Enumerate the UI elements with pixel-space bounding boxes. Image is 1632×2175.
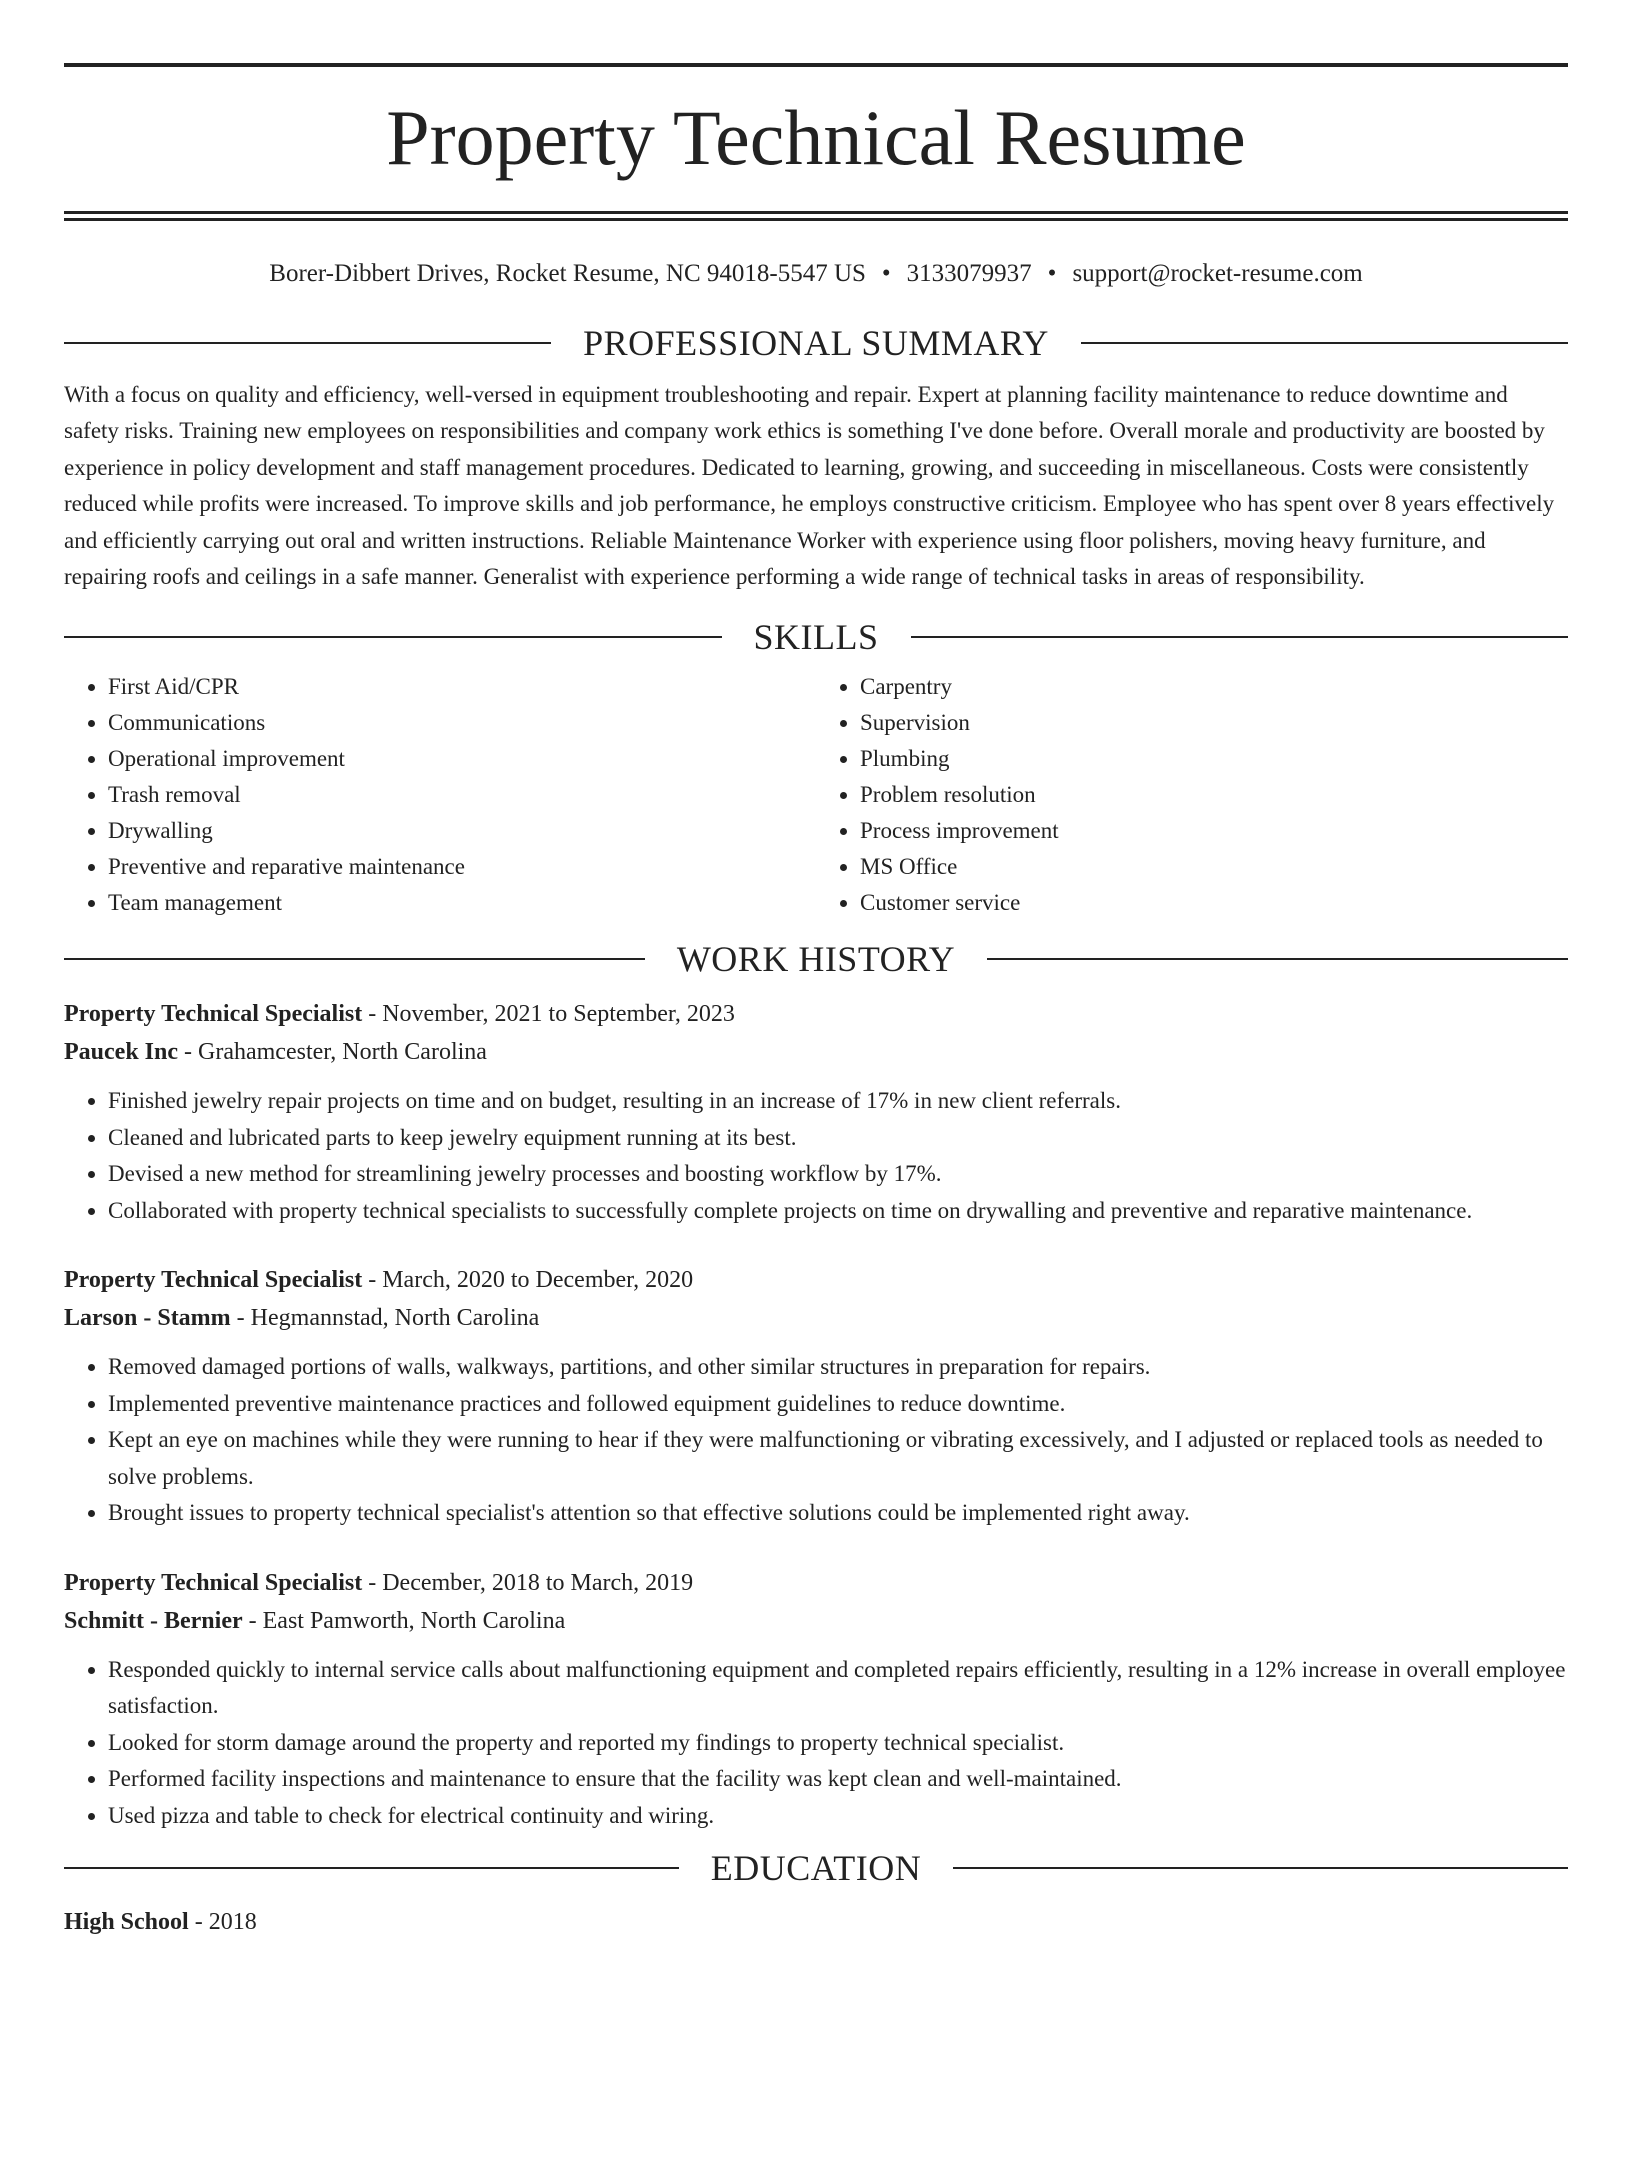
education-dash: - (188, 1909, 209, 1936)
summary-text: With a focus on quality and efficiency, well-versed in equipment troubleshooting and repair. Expert at planning facility maintenance to reduce downtime and safety risks. Training new employees on responsibilities and company work ethics is something I've done before. Overall morale and productivity are boosted by experience in policy development and staff management procedures. Dedicated to learning, growing, and succeeding in miscellaneous. Costs were consistently reduced while profits were increased. To improve skills and job performance, he employs constructive criticism. Employee who has spent over 8 years effectively and efficiently carrying out oral and written instructions. Reliable Maintenance Worker with experience using floor polishers, moving heavy furniture, and repairing roofs and ceilings in a safe manner. Generalist with experience performing a wide range of technical tasks in areas of responsibility. (64, 382, 1555, 590)
skill-item: • Problem resolution (860, 777, 1568, 813)
job-bullet: • Responded quickly to internal service calls about malfunctioning equipment and completed repairs efficiently, resulting in a 12% increase in overall employee satisfaction. (108, 1652, 1568, 1725)
contact-address: Borer-Dibbert Drives, Rocket Resume, NC 94018-5547 US (269, 260, 866, 287)
education-year: 2018 (208, 1909, 257, 1936)
skill-item: • Trash removal (108, 777, 816, 813)
contact-email: support@rocket-resume.com (1072, 260, 1363, 287)
work-heading-label: WORK HISTORY (676, 939, 956, 980)
job-dash: - (362, 1569, 383, 1596)
skill-item: • Carpentry (860, 669, 1568, 705)
skills-heading-label: SKILLS (753, 617, 879, 658)
job-title: Property Technical Specialist (64, 1001, 363, 1028)
heading-rule-right (1081, 342, 1568, 344)
job-title-line (64, 1261, 1568, 1299)
job-company-line (64, 1602, 1568, 1640)
job-dash: - (230, 1305, 251, 1332)
skill-item: • First Aid/CPR (108, 669, 816, 705)
contact-separator: • (1047, 260, 1057, 287)
heading-rule-right (953, 1867, 1568, 1869)
job-dates: December, 2018 to March, 2019 (382, 1569, 694, 1596)
job-bullets (64, 1652, 1568, 1835)
job-bullet: • Finished jewelry repair projects on time and on budget, resulting in an increase of 17% in new client referrals. (108, 1083, 1568, 1120)
skill-item: • Drywalling (108, 813, 816, 849)
job-bullet: • Performed facility inspections and maintenance to ensure that the facility was kept clean and well-maintained. (108, 1761, 1568, 1798)
job-location: Grahamcester, North Carolina (198, 1039, 487, 1066)
job-bullet: • Used pizza and table to check for electrical continuity and wiring. (108, 1798, 1568, 1835)
education-heading-label: EDUCATION (710, 1848, 922, 1889)
summary-heading (64, 323, 1568, 363)
job-location: East Pamworth, North Carolina (262, 1607, 566, 1634)
job-title: Property Technical Specialist (64, 1569, 363, 1596)
job-bullet: • Looked for storm damage around the property and reported my findings to property technical specialist. (108, 1725, 1568, 1762)
job-entry (64, 1261, 1568, 1532)
skills-heading (64, 617, 1568, 657)
job-title-line (64, 995, 1568, 1033)
job-bullets (64, 1349, 1568, 1532)
skill-item: • Customer service (860, 885, 1568, 921)
job-bullets (64, 1083, 1568, 1229)
contact-line (64, 259, 1568, 289)
top-rule (64, 63, 1568, 67)
job-title: Property Technical Specialist (64, 1267, 363, 1294)
job-bullet: • Kept an eye on machines while they were running to hear if they were malfunctioning or vibrating excessively, and I adjusted or replaced tools as needed to solve problems. (108, 1422, 1568, 1495)
contact-separator: • (881, 260, 891, 287)
skills-list (64, 669, 1568, 921)
skill-item: • Preventive and reparative maintenance (108, 849, 816, 885)
education-degree: High School (64, 1909, 189, 1936)
job-company-line (64, 1033, 1568, 1071)
job-dates: November, 2021 to September, 2023 (382, 1001, 735, 1028)
job-company: Schmitt - Bernier (64, 1607, 243, 1634)
job-bullet: • Cleaned and lubricated parts to keep jewelry equipment running at its best. (108, 1120, 1568, 1157)
job-company: Larson - Stamm (64, 1305, 231, 1332)
job-title-line (64, 1564, 1568, 1602)
job-bullet: • Collaborated with property technical specialists to successfully complete projects on time on drywalling and preventive and reparative maintenance. (108, 1193, 1568, 1230)
skill-item: • Team management (108, 885, 816, 921)
job-location: Hegmannstad, North Carolina (250, 1305, 540, 1332)
job-company: Paucek Inc (64, 1039, 178, 1066)
title-double-rule (64, 211, 1568, 221)
skills-column-right (816, 669, 1568, 921)
job-dash: - (362, 1267, 383, 1294)
job-entry (64, 1564, 1568, 1835)
heading-rule-right (987, 958, 1568, 960)
skills-column-left (64, 669, 816, 921)
summary-heading-label: PROFESSIONAL SUMMARY (583, 323, 1049, 363)
heading-rule-left (64, 636, 722, 638)
job-entry (64, 995, 1568, 1229)
resume-page (0, 63, 1632, 2175)
skill-item: • Plumbing (860, 741, 1568, 777)
education-entry (64, 1904, 1568, 1940)
education-heading (64, 1848, 1568, 1888)
job-bullet: • Implemented preventive maintenance practices and followed equipment guidelines to reduce downtime. (108, 1386, 1568, 1423)
job-dash: - (242, 1607, 263, 1634)
skill-item: • MS Office (860, 849, 1568, 885)
job-dates: March, 2020 to December, 2020 (382, 1267, 694, 1294)
resume-title: Property Technical Resume (386, 94, 1246, 181)
skill-item: • Operational improvement (108, 741, 816, 777)
contact-phone: 3133079937 (906, 260, 1032, 287)
job-bullet: • Brought issues to property technical specialist's attention so that effective solutions could be implemented right away. (108, 1495, 1568, 1532)
work-heading (64, 939, 1568, 979)
heading-rule-right (911, 636, 1569, 638)
skill-item: • Process improvement (860, 813, 1568, 849)
job-dash: - (362, 1001, 383, 1028)
heading-rule-left (64, 958, 645, 960)
job-bullet: • Removed damaged portions of walls, walkways, partitions, and other similar structures in preparation for repairs. (108, 1349, 1568, 1386)
job-dash: - (178, 1039, 198, 1066)
heading-rule-left (64, 1867, 679, 1869)
skill-item: • Supervision (860, 705, 1568, 741)
heading-rule-left (64, 342, 551, 344)
job-company-line (64, 1299, 1568, 1337)
skill-item: • Communications (108, 705, 816, 741)
job-bullet: • Devised a new method for streamlining jewelry processes and boosting workflow by 17%. (108, 1156, 1568, 1193)
